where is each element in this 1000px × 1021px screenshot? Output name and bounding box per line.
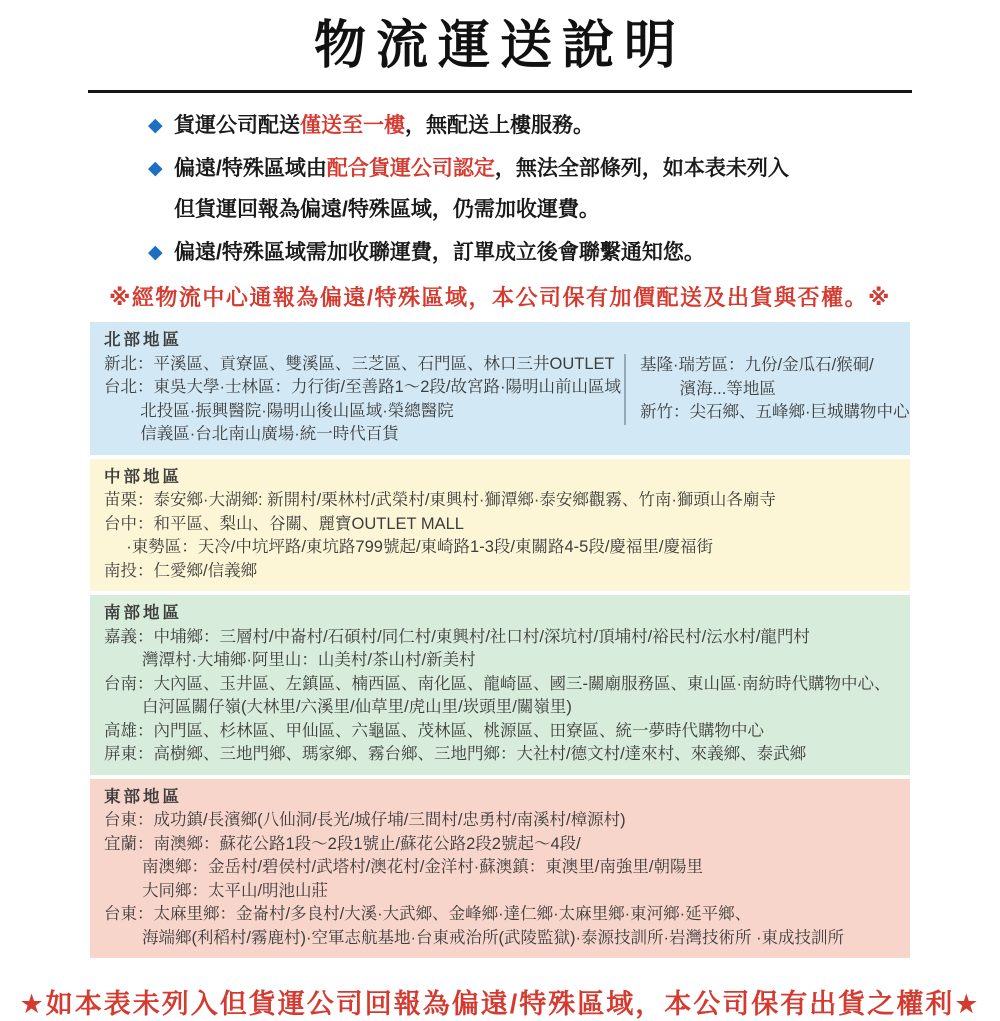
region-box-north bbox=[90, 322, 910, 455]
region-line: 海端鄉(利稻村/霧鹿村)·空軍志航基地·台東戒治所(武陵監獄)·泰源技訓所·岩灣技術所 ·東成技訓所 bbox=[141, 928, 845, 947]
region-side-line: 新竹：尖石鄉、五峰鄉·巨城購物中心 bbox=[640, 403, 910, 421]
note-highlight-text: 配合貨運公司認定 bbox=[326, 157, 495, 180]
region-side-line: 濱海...等地區 bbox=[679, 379, 776, 398]
bottom-rights-warning: ★如本表未列入但貨運公司回報為偏遠/特殊區域，本公司保有出貨之權利★ bbox=[19, 989, 981, 1019]
note-plain-text: ，無法全部條列，如本表未列入 bbox=[494, 157, 789, 180]
note-line bbox=[148, 154, 940, 184]
region-line: 信義區·台北南山廣場·統一時代百貨 bbox=[140, 425, 399, 443]
note-plain-text: 貨運公司配送 bbox=[174, 114, 300, 137]
region-line: 新北：平溪區、貢寮區、雙溪區、三芝區、石門區、林口三井OUTLET bbox=[104, 354, 615, 373]
region-line: 屏東：高樹鄉、三地門鄉、瑪家鄉、霧台鄉、三地門鄉：大社村/德文村/達來村、來義鄉、泰武鄉 bbox=[104, 745, 807, 763]
note-plain-text: ，無配送上樓服務。 bbox=[405, 114, 594, 137]
region-line: 灣潭村·大埔鄉·阿里山：山美村/茶山村/新美村 bbox=[141, 651, 476, 669]
bullet-diamond-icon: ◆ bbox=[148, 115, 163, 136]
region-line: 台北：東吳大學·士林區：力行街/至善路1～2段/故宮路·陽明山前山區域 bbox=[104, 378, 622, 396]
remote-area-pricing-warning: ※經物流中心通報為偏遠/特殊區域，本公司保有加價配送及出貨與否權。※ bbox=[109, 285, 891, 310]
region-line: 台南：大內區、玉井區、左鎮區、楠西區、南化區、龍崎區、國三-關廟服務區、東山區·南紡時代購物中心、 bbox=[104, 674, 891, 693]
region-line: 苗栗：泰安鄉·大湖鄉: 新開村/栗林村/武榮村/東興村·獅潭鄉·泰安鄉觀霧、竹南·獅頭山各廟寺 bbox=[104, 491, 776, 509]
region-header-east: 東部地區 bbox=[104, 787, 182, 806]
region-side-column bbox=[624, 354, 910, 425]
region-line: 台東：成功鎮/長濱鄉(八仙洞/長光/城仔埔/三間村/忠勇村/南溪村/樟源村) bbox=[104, 811, 626, 829]
note-plain-text: 偏遠/特殊區域需加收聯運費，訂單成立後會聯繫通知您。 bbox=[174, 241, 705, 264]
title-divider-rule bbox=[88, 90, 912, 93]
note-text bbox=[174, 154, 789, 184]
shipping-notes-list bbox=[148, 111, 940, 268]
region-line: 白河區關仔嶺(大林里/六溪里/仙草里/虎山里/崁頭里/關嶺里) bbox=[141, 698, 572, 716]
region-side-line: 基隆·瑞芳區：九份/金瓜石/猴硐/ bbox=[640, 356, 874, 374]
note-plain-text: 偏遠/特殊區域由 bbox=[174, 157, 327, 180]
note-line bbox=[148, 238, 940, 268]
region-line: 大同鄉：太平山/明池山莊 bbox=[141, 881, 329, 900]
region-box-east bbox=[90, 779, 910, 959]
region-lines bbox=[104, 489, 896, 583]
region-line: 台東：太麻里鄉：金崙村/多良村/大溪·大武鄉、金峰鄉·達仁鄉·太麻里鄉·東河鄉·延平鄉、 bbox=[104, 905, 752, 923]
note-text bbox=[174, 238, 705, 268]
region-line: 南澳鄉：金岳村/碧侯村/武塔村/澳花村/金洋村·蘇澳鎮：東澳里/南強里/朝陽里 bbox=[141, 858, 703, 876]
region-box-south bbox=[90, 595, 910, 775]
region-header-central: 中部地區 bbox=[104, 467, 182, 486]
region-box-central bbox=[90, 459, 910, 592]
note-highlight-text: 僅送至一樓 bbox=[300, 114, 405, 137]
region-line: 嘉義：中埔鄉：三層村/中崙村/石碩村/同仁村/東興村/社口村/深坑村/頂埔村/裕民村/沄水村/龍門村 bbox=[104, 627, 810, 646]
region-lines bbox=[104, 353, 624, 447]
page-title: 物流運送說明 bbox=[313, 17, 686, 75]
note-line bbox=[148, 111, 940, 141]
region-line: ·東勢區：天冷/中坑坪路/東坑路799號起/東崎路1-3段/東關路4-5段/慶福里/慶福街 bbox=[126, 538, 713, 556]
region-line: 高雄：內門區、杉林區、甲仙區、六龜區、茂林區、桃源區、田寮區、統一夢時代購物中心 bbox=[104, 721, 764, 740]
region-lines bbox=[104, 626, 896, 767]
note-text bbox=[174, 111, 594, 141]
region-header-south: 南部地區 bbox=[104, 604, 182, 622]
note-plain-text: 但貨運回報為偏遠/特殊區域，仍需加收運費。 bbox=[174, 198, 600, 221]
region-boxes bbox=[90, 322, 910, 958]
bullet-diamond-icon: ◆ bbox=[148, 158, 163, 179]
note-line bbox=[148, 195, 940, 225]
region-line: 台中：和平區、梨山、谷關、麗寶OUTLET MALL bbox=[104, 514, 464, 533]
note-text bbox=[174, 195, 600, 225]
region-line: 南投：仁愛鄉/信義鄉 bbox=[104, 561, 258, 580]
region-lines bbox=[104, 809, 896, 950]
region-line: 宜蘭：南澳鄉：蘇花公路1段～2段1號止/蘇花公路2段2號起～4段/ bbox=[104, 834, 581, 853]
region-line: 北投區·振興醫院·陽明山後山區域·榮總醫院 bbox=[140, 401, 454, 420]
bullet-diamond-icon: ◆ bbox=[148, 242, 163, 263]
region-header-north: 北部地區 bbox=[104, 331, 182, 349]
